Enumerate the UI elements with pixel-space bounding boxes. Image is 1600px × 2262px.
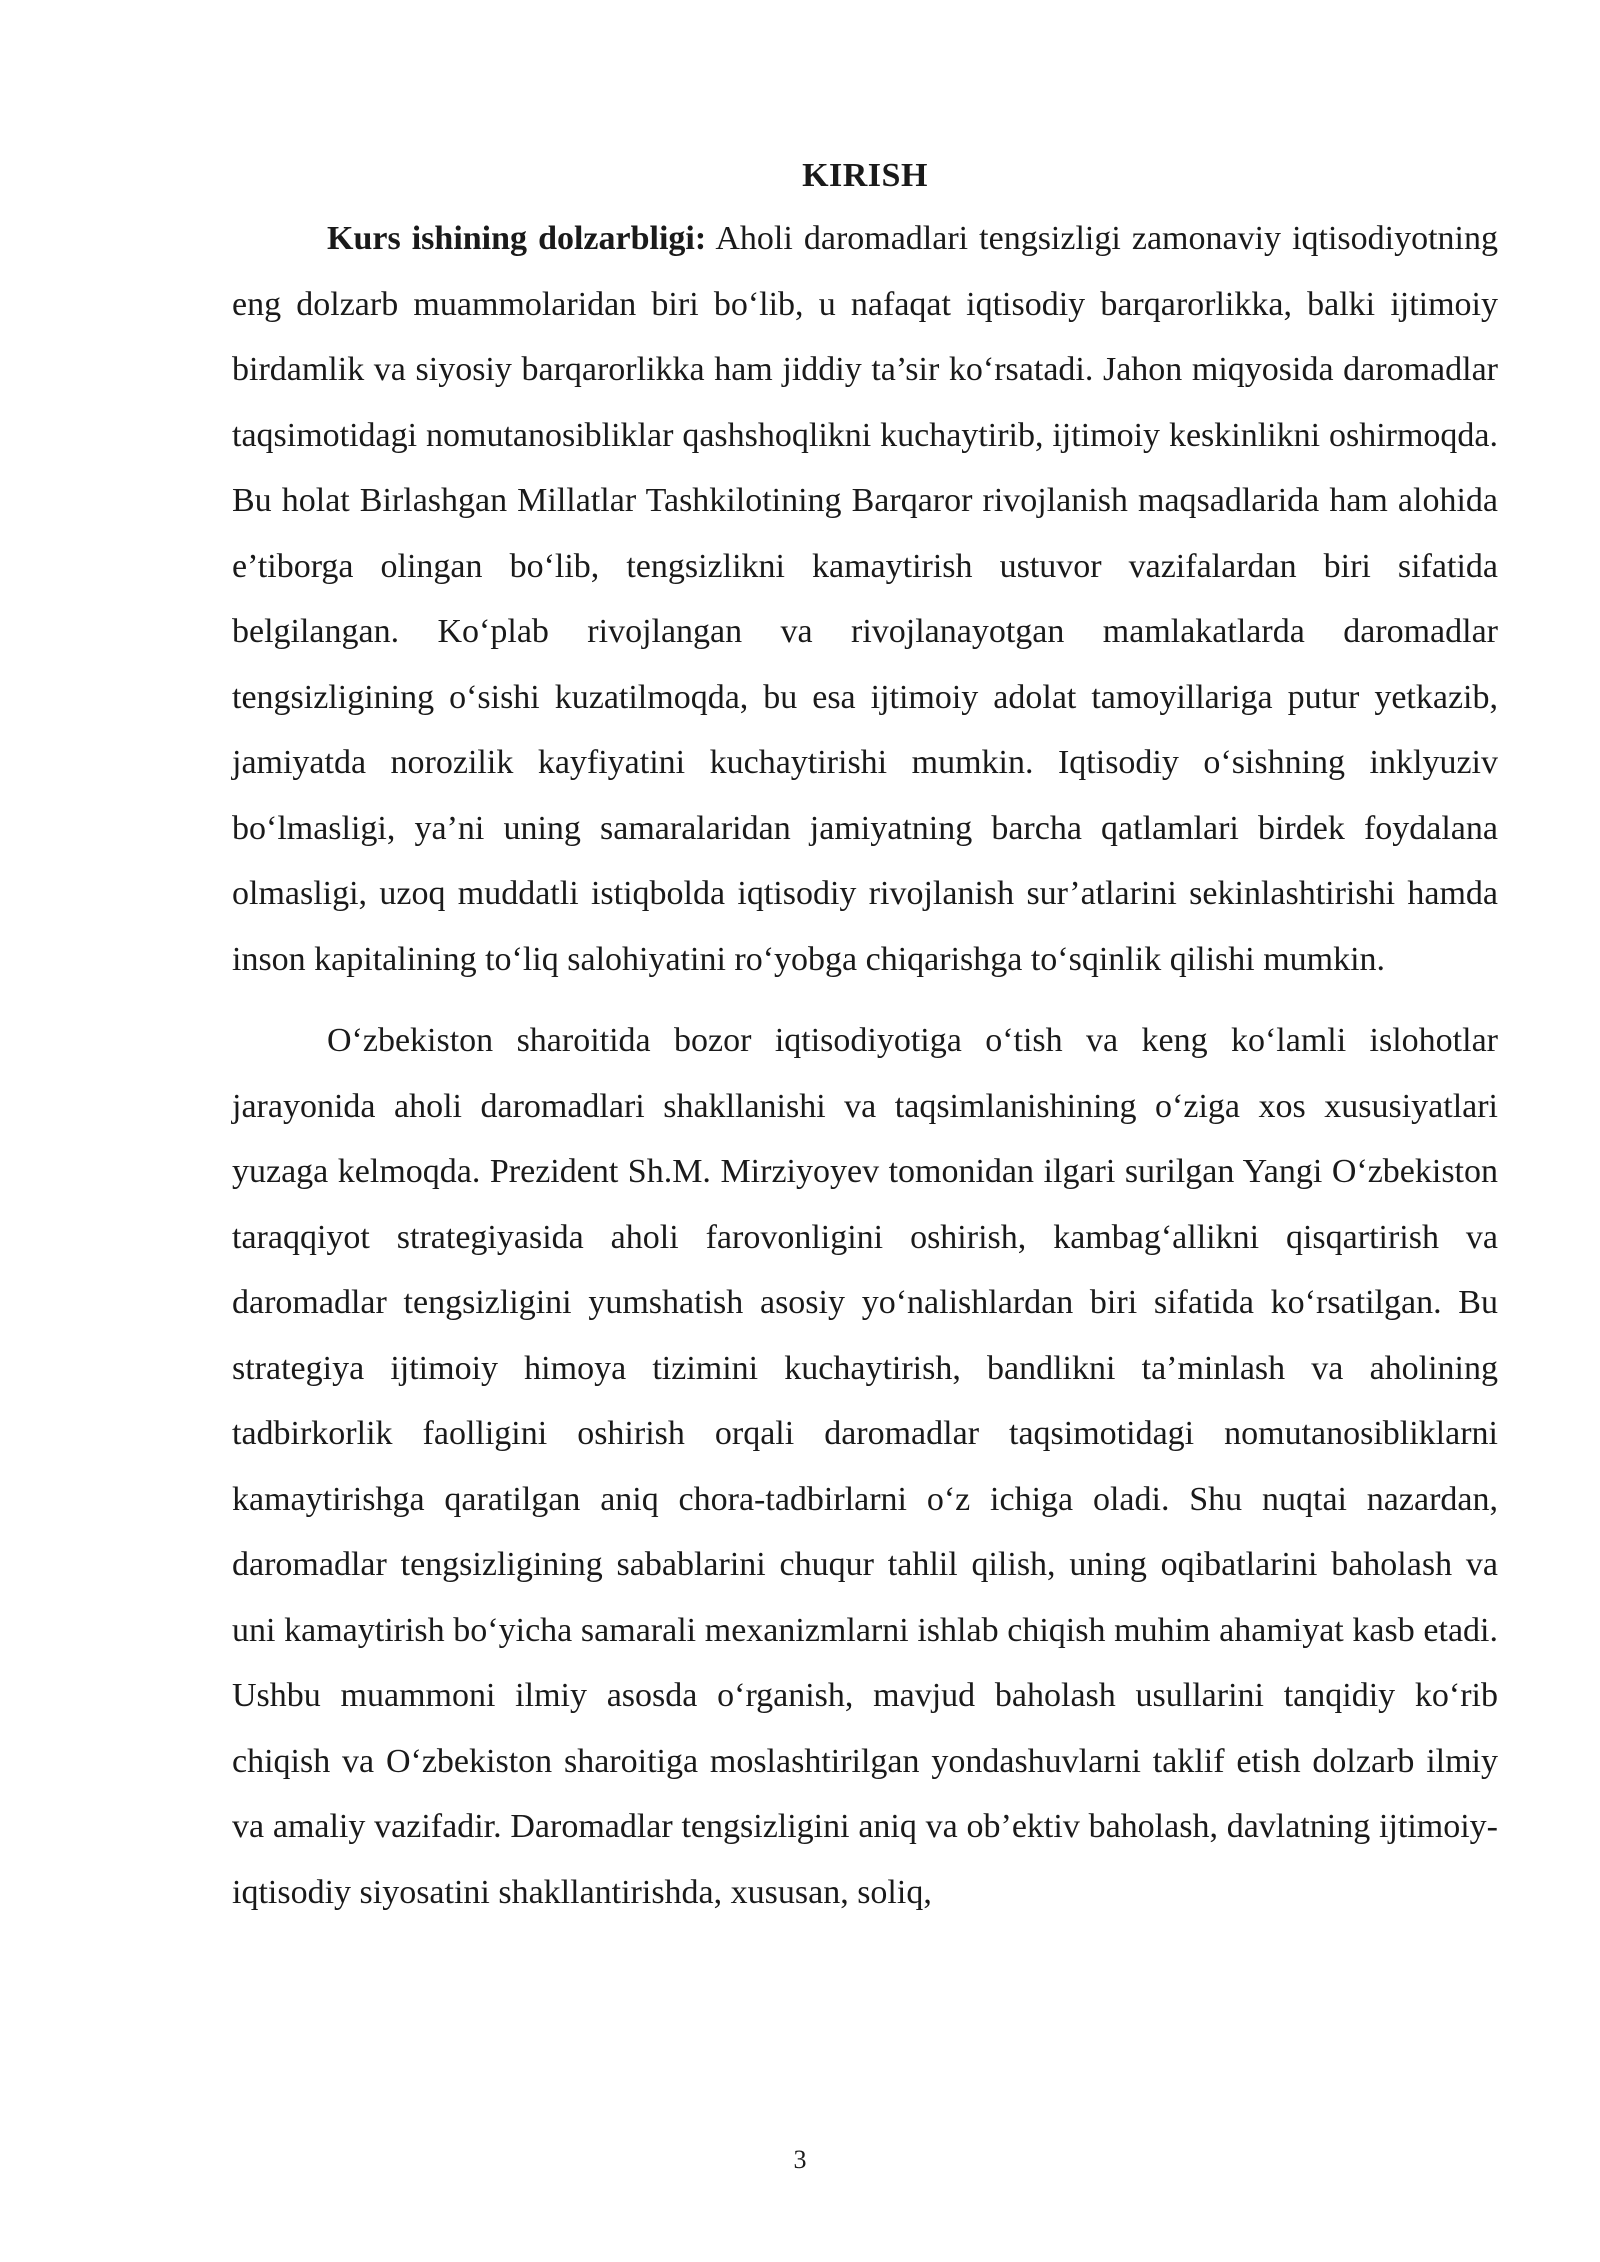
paragraph-uzbekistan: O‘zbekiston sharoitida bozor iqtisodiyotiga o‘tish va keng ko‘lamli islohotlar jarayonida aholi daromadlari shakllanishi va taqsimlanishining o‘ziga xos xususiyatlari yuzaga kelmoqda. Prezident Sh.M. Mirziyoyev tomonidan ilgari surilgan Yangi O‘zbekiston taraqqiyot strategiyasida aholi farovonligini oshirish, kambag‘allikni qisqartirish va daromadlar tengsizligini yumshatish asosiy yo‘nalishlardan biri sifatida ko‘rsatilgan. Bu strategiya ijtimoiy himoya tizimini kuchaytirish, bandlikni ta’minlash va aholining tadbirkorlik faolligini oshirish orqali daromadlar taqsimotidagi nomutanosibliklarni kamaytirishga qaratilgan aniq chora-tadbirlarni o‘z ichiga oladi. Shu nuqtai nazardan, daromadlar tengsizligining sabablarini chuqur tahlil qilish, uning oqibatlarini baholash va uni kamaytirish bo‘yicha samarali mexanizmlarni ishlab chiqish muhim ahamiyat kasb etadi. Ushbu muammoni ilmiy asosda o‘rganish, mavjud baholash usullarini tanqidiy ko‘rib chiqish va O‘zbekiston sharoitiga moslashtirilgan yondashuvlarni taklif etish dolzarb ilmiy va amaliy vazifadir. Daromadlar tengsizligini aniq va ob’ektiv baholash, davlatning ijtimoiy-iqtisodiy siyosatini shakllantirishda, xususan, soliq, [232,1022,1498,1911]
page-content [232,150,1498,1925]
paragraph-relevance [232,206,1498,992]
paragraph-body: Aholi daromadlari tengsizligi zamonaviy iqtisodiyotning eng dolzarb muammolaridan biri bo‘lib, u nafaqat iqtisodiy barqarorlikka, balki ijtimoiy birdamlik va siyosiy barqarorlikka ham jiddiy ta’sir ko‘rsatadi. Jahon miqyosida daromadlar taqsimotidagi nomutanosibliklar qashshoqlikni kuchaytirib, ijtimoiy keskinlikni oshirmoqda. Bu holat Birlashgan Millatlar Tashkilotining Barqaror rivojlanish maqsadlarida ham alohida e’tiborga olingan bo‘lib, tengsizlikni kamaytirish ustuvor vazifalardan biri sifatida belgilangan. Ko‘plab rivojlangan va rivojlanayotgan mamlakatlarda daromadlar tengsizligining o‘sishi kuzatilmoqda, bu esa ijtimoiy adolat tamoyillariga putur yetkazib, jamiyatda norozilik kayfiyatini kuchaytirishi mumkin. Iqtisodiy o‘sishning inklyuziv bo‘lmasligi, ya’ni uning samaralaridan jamiyatning barcha qatlamlari birdek foydalana olmasligi, uzoq muddatli istiqbolda iqtisodiy rivojlanish sur’atlarini sekinlashtirishi hamda inson kapitalining to‘liq salohiyatini ro‘yobga chiqarishga to‘sqinlik qilishi mumkin. [232,220,1498,978]
section-heading: KIRISH [802,157,928,194]
paragraph-lead: Kurs ishining dolzarbligi: [327,220,707,257]
page-number: 3 [793,2145,807,2174]
